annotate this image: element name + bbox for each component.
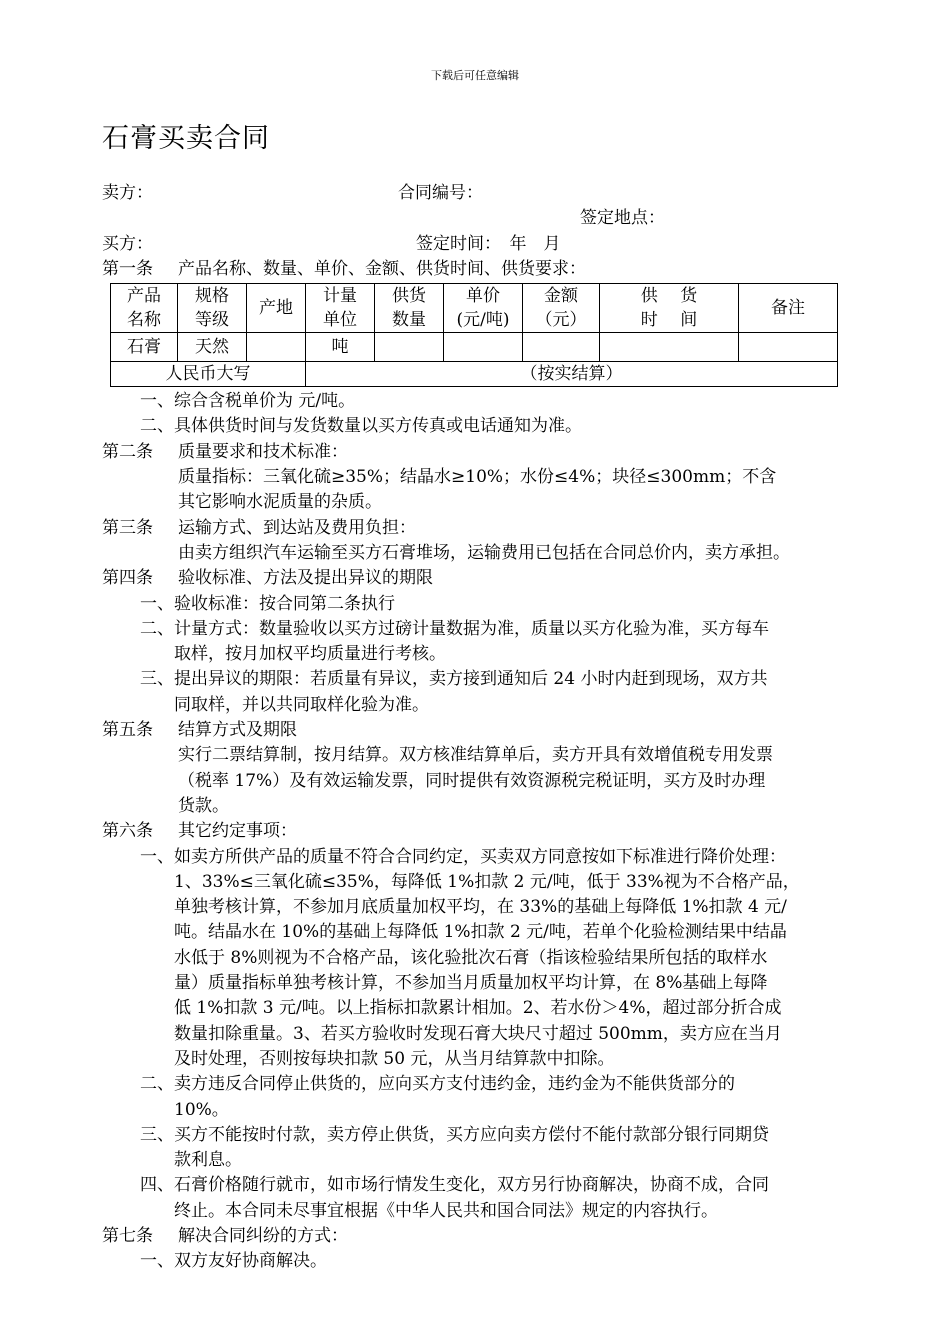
clause-6-item — [102, 845, 872, 1073]
clause-number: 第七条 — [102, 1225, 153, 1246]
item-number: 四、 — [140, 1175, 174, 1196]
header-cell-unit-price: 单价 (元/吨) — [444, 284, 523, 333]
item-line: 计量方式：数量验收以买方过磅计量数据为准，质量以买方化验为准，买方每车 — [174, 618, 769, 639]
cell-unit: 吨 — [306, 333, 375, 362]
item-number: 三、 — [140, 1124, 174, 1145]
clause-4-item — [102, 617, 872, 668]
cell-unit-price — [444, 333, 523, 362]
total-value-cell: （按实结算） — [306, 362, 838, 387]
item-line: 石膏价格随行就市，如市场行情发生变化，双方另行协商解决，协商不成，合同 — [174, 1175, 769, 1196]
cell-quantity — [375, 333, 444, 362]
item-line: 1、33%≤三氧化硫≤35%，每降低 1%扣款 2 元/吨，低于 33%视为不合格产品， — [174, 871, 800, 892]
product-table — [110, 283, 838, 387]
clause-2-line: 其它影响水泥质量的杂质。 — [178, 492, 382, 513]
clause-1-item: 二、具体供货时间与发货数量以买方传真或电话通知为准。 — [140, 416, 582, 437]
item-line: 及时处理，否则按每块扣款 50 元，从当月结算款中扣除。 — [174, 1048, 615, 1069]
header-cell-product-name: 产品 名称 — [111, 284, 178, 333]
item-line: 量）质量指标单独考核计算，不参加当月质量加权平均计算，在 8%基础上每降 — [174, 973, 768, 994]
sign-time-label: 签定时间： 年 月 — [416, 233, 561, 254]
parties-row-3 — [102, 232, 872, 257]
clause-title: 质量要求和技术标准： — [178, 441, 348, 462]
item-line: 低 1%扣款 3 元/吨。以上指标扣款累计相加。2、若水份＞4%，超过部分折合成 — [174, 998, 782, 1019]
clause-3-line: 由卖方组织汽车运输至买方石膏堆场，运输费用已包括在合同总价内，卖方承担。 — [178, 542, 790, 563]
item-number: 一、 — [140, 846, 174, 867]
item-line: 取样，按月加权平均质量进行考核。 — [174, 644, 446, 665]
cell-spec: 天然 — [178, 333, 247, 362]
header-note: 下载后可任意编辑 — [431, 69, 519, 82]
clause-6-heading — [102, 819, 872, 844]
clause-number: 第五条 — [102, 720, 153, 741]
clause-5-line: 货款。 — [178, 795, 229, 816]
item-number: 一、 — [140, 593, 174, 614]
parties-row-1 — [102, 181, 872, 206]
clause-4-heading — [102, 566, 872, 591]
parties-row-2 — [102, 206, 872, 231]
document-title: 石膏买卖合同 — [102, 123, 270, 154]
item-line: 同取样，并以共同取样化验为准。 — [174, 694, 429, 715]
clause-7-item: 一、双方友好协商解决。 — [140, 1251, 327, 1272]
contract-body — [102, 181, 872, 1275]
header-cell-remarks: 备注 — [739, 284, 838, 333]
clause-5-line: （税率 17%）及有效运输发票，同时提供有效资源税完税证明，买方及时办理 — [178, 770, 766, 791]
clause-2-line: 质量指标：三氧化硫≥35%；结晶水≥10%；水份≤4%；块径≤300mm；不含 — [178, 467, 777, 488]
table-header-row — [111, 284, 838, 333]
contract-no-label: 合同编号： — [398, 183, 483, 203]
item-line: 终止。本合同未尽事宜根据《中华人民共和国合同法》规定的内容执行。 — [174, 1200, 718, 1221]
clause-number: 第六条 — [102, 821, 153, 842]
clause-number: 第一条 — [102, 258, 153, 279]
clause-6-item — [102, 1173, 872, 1224]
header-cell-delivery-time: 供 货 时 间 — [600, 284, 739, 333]
item-line: 数量扣除重量。3、若买方验收时发现石膏大块尺寸超过 500mm，卖方应在当月 — [174, 1023, 782, 1044]
cell-amount — [523, 333, 600, 362]
clause-title: 运输方式、到达站及费用负担： — [178, 517, 416, 538]
clause-5-line: 实行二票结算制，按月结算。双方核准结算单后，卖方开具有效增值税专用发票 — [178, 745, 773, 766]
clause-number: 第四条 — [102, 568, 153, 589]
sign-place-label: 签定地点： — [580, 208, 665, 229]
item-line: 10%。 — [174, 1099, 229, 1120]
item-line: 水低于 8%则视为不合格产品，该化验批次石膏（指该检验结果所包括的取样水 — [174, 947, 768, 968]
item-number: 二、 — [140, 1074, 174, 1095]
clause-title: 其它约定事项： — [178, 821, 297, 842]
item-number: 三、 — [140, 669, 174, 690]
header-cell-spec: 规格 等级 — [178, 284, 247, 333]
clause-1-item: 一、综合含税单价为 元/吨。 — [140, 391, 356, 412]
clause-7-heading — [102, 1224, 872, 1249]
item-number: 二、 — [140, 618, 174, 639]
cell-remarks — [739, 333, 838, 362]
header-cell-origin: 产地 — [247, 284, 306, 333]
clause-4-item — [102, 592, 872, 617]
clause-2-heading — [102, 440, 872, 465]
clause-5-heading — [102, 718, 872, 743]
item-line: 单独考核计算，不参加月底质量加权平均，在 33%的基础上每降低 1%扣款 4 元/ — [174, 897, 787, 918]
clause-title: 产品名称、数量、单价、金额、供货时间、供货要求： — [178, 258, 586, 279]
item-line: 提出异议的期限：若质量有异议，卖方接到通知后 24 小时内赶到现场，双方共 — [174, 669, 768, 690]
clause-1-heading — [102, 257, 872, 282]
item-line: 卖方违反合同停止供货的，应向买方支付违约金，违约金为不能供货部分的 — [174, 1074, 735, 1095]
item-line: 款利息。 — [174, 1150, 242, 1171]
header-cell-unit: 计量 单位 — [306, 284, 375, 333]
cell-delivery-time — [600, 333, 739, 362]
clause-title: 解决合同纠纷的方式： — [178, 1225, 348, 1246]
clause-3-heading — [102, 516, 872, 541]
clause-number: 第二条 — [102, 441, 153, 462]
item-line: 验收标准：按合同第二条执行 — [174, 593, 395, 614]
seller-label: 卖方： — [102, 183, 153, 203]
clause-title: 验收标准、方法及提出异议的期限 — [178, 568, 433, 589]
clause-6-item — [102, 1072, 872, 1123]
table-total-row — [111, 362, 838, 387]
total-label-cell: 人民币大写 — [111, 362, 306, 387]
cell-origin — [247, 333, 306, 362]
clause-6-item — [102, 1123, 872, 1174]
clause-title: 结算方式及期限 — [178, 720, 297, 741]
clause-number: 第三条 — [102, 517, 153, 538]
item-line: 吨。结晶水在 10%的基础上每降低 1%扣款 2 元/吨，若单个化验检测结果中结晶 — [174, 922, 787, 943]
buyer-label: 买方： — [102, 233, 153, 254]
item-line: 如卖方所供产品的质量不符合合同约定，买卖双方同意按如下标准进行降价处理： — [174, 846, 786, 867]
cell-product-name: 石膏 — [111, 333, 178, 362]
clause-4-item — [102, 667, 872, 718]
header-cell-quantity: 供货 数量 — [375, 284, 444, 333]
item-line: 买方不能按时付款，卖方停止供货，买方应向卖方偿付不能付款部分银行同期贷 — [174, 1124, 769, 1145]
header-cell-amount: 金额 （元） — [523, 284, 600, 333]
table-row — [111, 333, 838, 362]
